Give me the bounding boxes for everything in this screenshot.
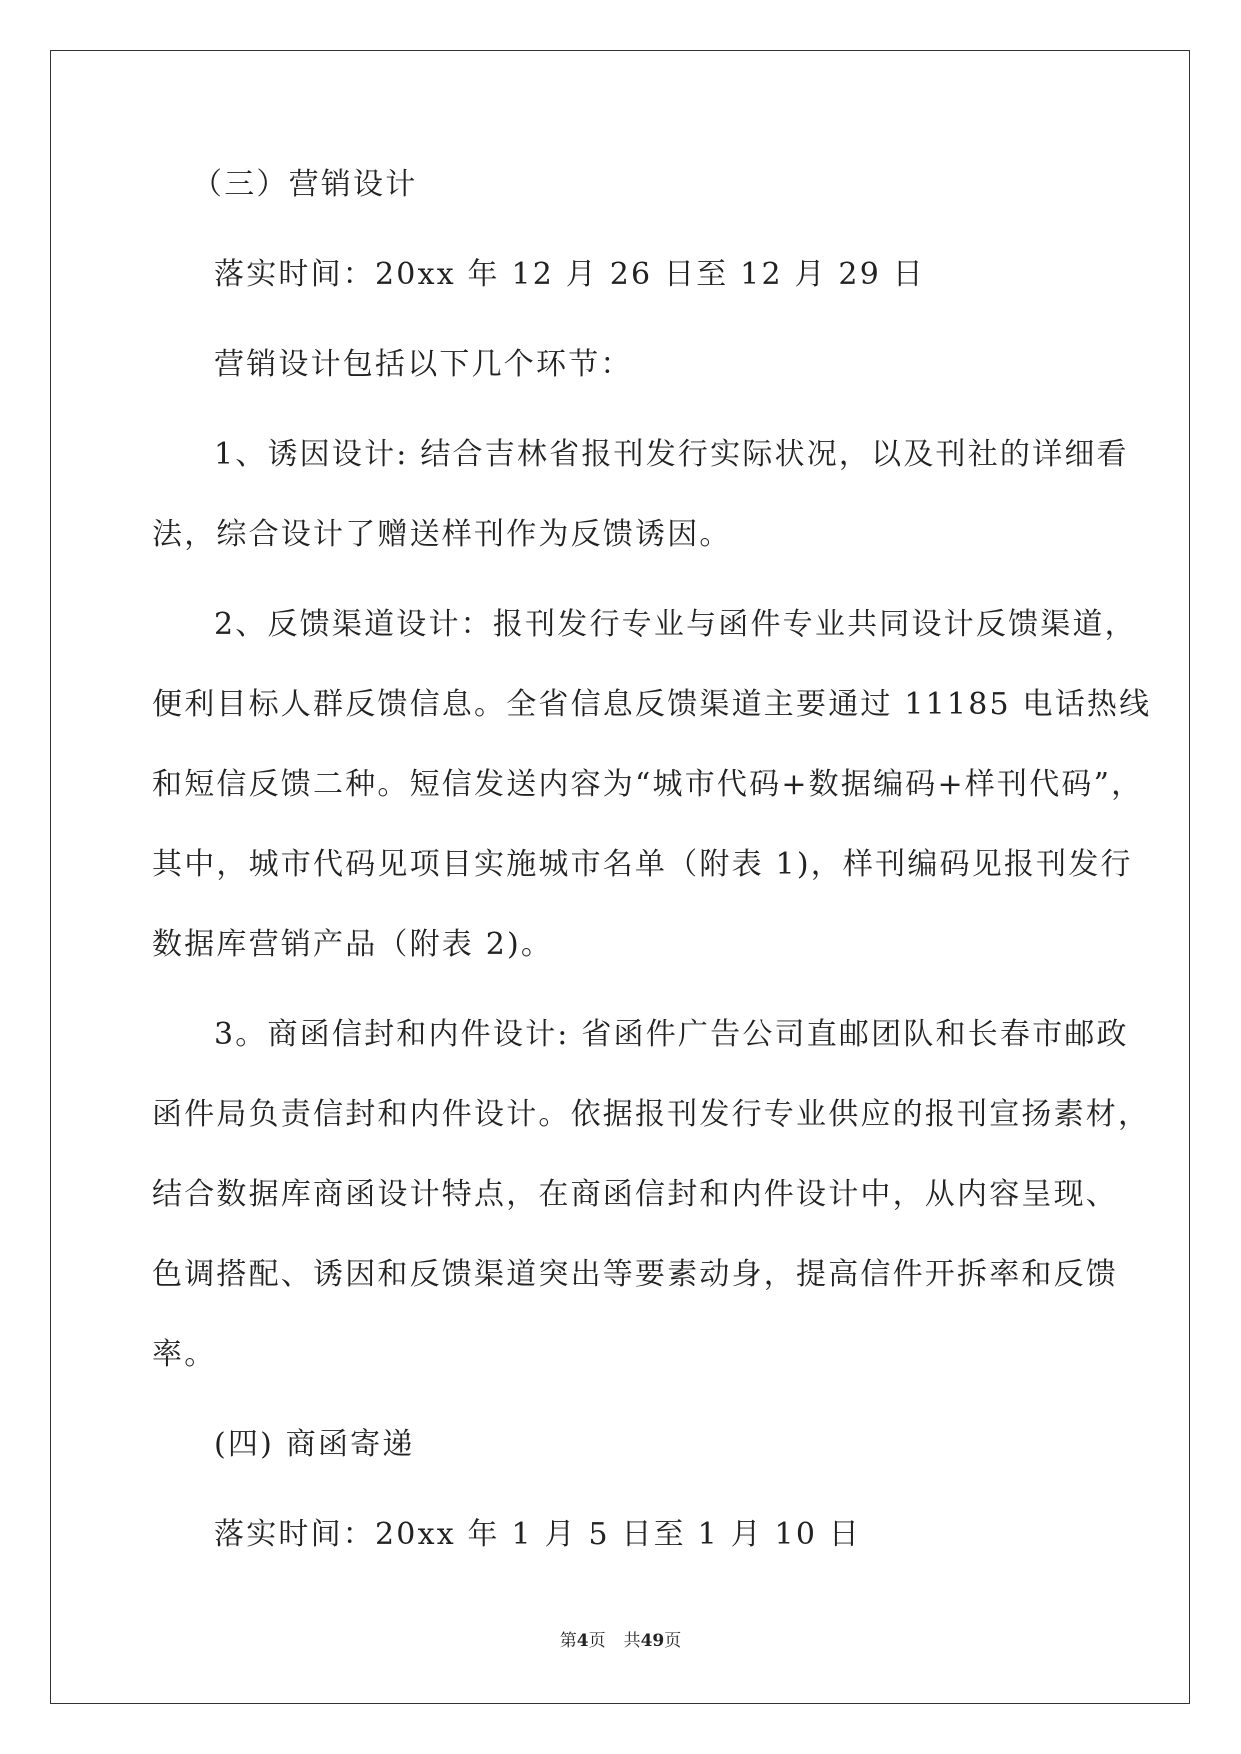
text-line: 落实时间：20xx 年 1 月 5 日至 1 月 10 日 [214, 1517, 862, 1552]
document-body [152, 165, 1152, 1555]
text-line: (四) 商函寄递 [214, 1427, 415, 1462]
text-line: 色调搭配、诱因和反馈渠道突出等要素动身，提高信件开拆率和反馈 [152, 1257, 1118, 1292]
text-line: 营销设计包括以下几个环节： [214, 347, 633, 382]
page-footer [0, 1630, 1241, 1652]
page-prefix: 第 [559, 1631, 577, 1651]
text-line: 2、反馈渠道设计：报刊发行专业与函件专业共同设计反馈渠道， [214, 607, 1137, 642]
page-number: 4 [576, 1631, 589, 1651]
text-line: 函件局负责信封和内件设计。依据报刊发行专业供应的报刊宣扬素材， [152, 1097, 1151, 1132]
text-line: 3。商函信封和内件设计: 省函件广告公司直邮团队和长春市邮政 [214, 1017, 1129, 1052]
total-pages: 49 [640, 1631, 665, 1651]
total-unit: 页 [664, 1631, 682, 1651]
page-unit: 页 [588, 1631, 606, 1651]
text-line: 结合数据库商函设计特点，在商函信封和内件设计中，从内容呈现、 [152, 1177, 1118, 1212]
text-line: 落实时间：20xx 年 12 月 26 日至 12 月 29 日 [214, 257, 925, 292]
text-line: 数据库营销产品（附表 2)。 [152, 927, 554, 962]
text-line: 法，综合设计了赠送样刊作为反馈诱因。 [152, 517, 732, 552]
total-prefix: 共 [623, 1631, 641, 1651]
text-line: 和短信反馈二种。短信发送内容为“城市代码+数据编码+样刊代码”， [152, 767, 1144, 802]
text-line: 率。 [152, 1337, 217, 1372]
text-line: （三）营销设计 [192, 167, 418, 202]
text-line: 其中，城市代码见项目实施城市名单（附表 1)，样刊编码见报刊发行 [152, 847, 1133, 882]
text-line: 1、诱因设计: 结合吉林省报刊发行实际状况，以及刊社的详细看 [214, 437, 1129, 472]
text-line: 便利目标人群反馈信息。全省信息反馈渠道主要通过 11185 电话热线 [152, 687, 1152, 722]
